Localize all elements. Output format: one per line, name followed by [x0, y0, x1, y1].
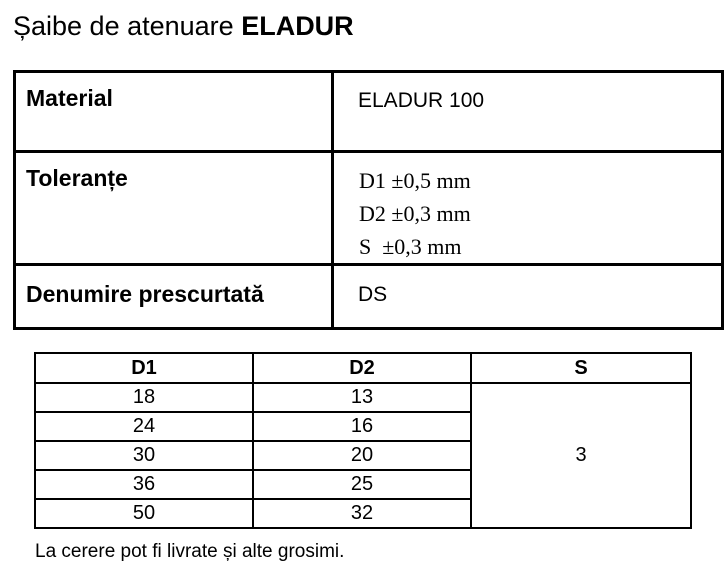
- tolerances-list: [334, 153, 721, 263]
- cell-d1: 50: [35, 499, 253, 528]
- cell-d1: 24: [35, 412, 253, 441]
- cell-d1: 36: [35, 470, 253, 499]
- tolerances-label: Toleranțe: [26, 165, 128, 191]
- header-d1: D1: [35, 353, 253, 383]
- spec-table: [13, 70, 724, 330]
- material-label: Material: [26, 85, 113, 111]
- cell-d1: 30: [35, 441, 253, 470]
- header-s: S: [471, 353, 691, 383]
- abbreviation-label: Denumire prescurtată: [26, 281, 264, 307]
- tolerance-d2: D2 ±0,3 mm: [359, 201, 471, 226]
- page-title: [13, 9, 354, 43]
- spec-value-cell: [333, 265, 723, 329]
- spec-value-cell: [333, 152, 723, 265]
- spec-label-cell: [15, 265, 333, 329]
- cell-d2: 16: [253, 412, 471, 441]
- dimensions-table: [34, 352, 692, 529]
- table-row: [35, 383, 691, 412]
- spec-value-cell: [333, 72, 723, 152]
- tolerance-d1: D1 ±0,5 mm: [359, 168, 471, 193]
- title-brand: ELADUR: [241, 11, 354, 41]
- spec-row-material: [15, 72, 723, 152]
- cell-d2: 20: [253, 441, 471, 470]
- spec-row-tolerances: [15, 152, 723, 265]
- abbreviation-value: DS: [358, 283, 388, 306]
- title-prefix: Șaibe de atenuare: [13, 11, 242, 41]
- spec-label-cell: [15, 152, 333, 265]
- header-d2: D2: [253, 353, 471, 383]
- spec-label-cell: [15, 72, 333, 152]
- cell-s-merged: 3: [471, 383, 691, 528]
- tolerance-s: S ±0,3 mm: [359, 234, 462, 259]
- cell-d1: 18: [35, 383, 253, 412]
- cell-d2: 25: [253, 470, 471, 499]
- spec-row-abbreviation: [15, 265, 723, 329]
- material-value: ELADUR 100: [358, 89, 485, 112]
- dimensions-header-row: [35, 353, 691, 383]
- cell-d2: 32: [253, 499, 471, 528]
- footnote: La cerere pot fi livrate și alte grosimi.: [35, 541, 345, 562]
- cell-d2: 13: [253, 383, 471, 412]
